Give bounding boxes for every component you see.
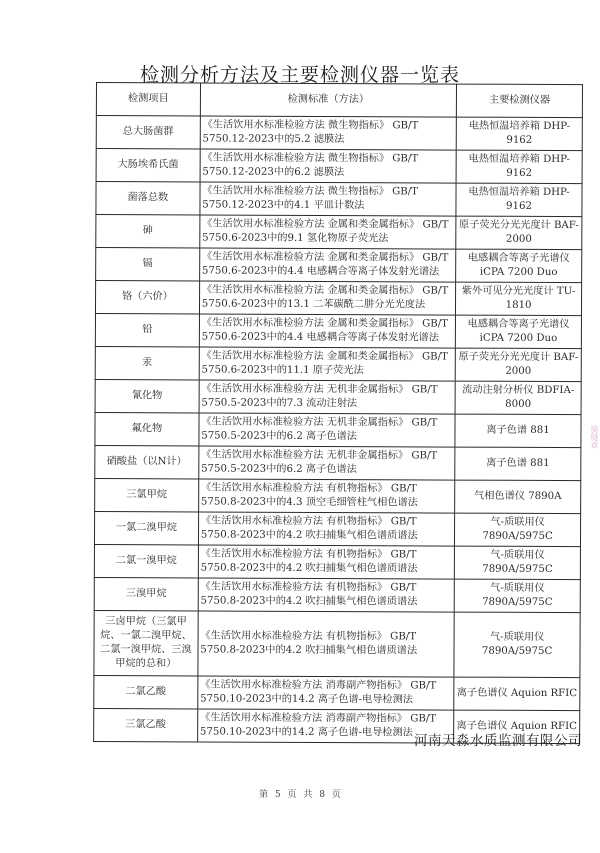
cell-item: 三氯甲烷 (95, 478, 199, 511)
table-row (95, 313, 581, 348)
seal-stamp-mark: 骑缝章 (590, 425, 599, 449)
cell-instrument: 电热恒温培养箱 DHP-9162 (456, 117, 582, 151)
cell-item: 大肠埃希氏菌 (96, 149, 200, 182)
cell-item: 三氯乙酸 (94, 708, 198, 741)
cell-standard: 《生活饮用水标准检验方法 消毒副产物指标》 GB/T 5750.10-2023中的14.2 离子色谱-电导检测法 (198, 676, 455, 710)
cell-instrument: 离子色谱 881 (455, 447, 581, 481)
cell-item: 二氯乙酸 (94, 675, 198, 708)
cell-standard: 《生活饮用水标准检验方法 无机非金属指标》 GB/T 5750.5-2023中的6.2 离子色谱法 (199, 413, 456, 447)
cell-item: 一氯二溴甲烷 (94, 511, 198, 544)
cell-item: 三溴甲烷 (94, 577, 198, 610)
cell-instrument: 流动注射分析仪 BDFIA-8000 (455, 381, 581, 415)
cell-instrument: 电感耦合等离子光谱仪 iCPA 7200 Duo (456, 249, 582, 283)
cell-item: 二氯一溴甲烷 (94, 544, 198, 577)
column-header-item: 检测项目 (96, 83, 200, 116)
column-header-standard: 检测标准（方法） (200, 83, 457, 117)
cell-item: 铅 (95, 313, 199, 346)
cell-standard: 《生活饮用水标准检验方法 有机物指标》 GB/T 5750.8-2023中的4.2 吹扫捕集气相色谱质谱法 (198, 578, 455, 612)
table-row (96, 215, 582, 250)
cell-standard: 《生活饮用水标准检验方法 有机物指标》 GB/T 5750.8-2023中的4.2 吹扫捕集气相色谱质谱法 (198, 545, 455, 579)
table-row (95, 281, 581, 316)
table-row (95, 379, 581, 414)
cell-instrument: 离子色谱 881 (455, 414, 581, 448)
table-row (95, 346, 581, 381)
cell-item: 氰化物 (95, 379, 199, 412)
cell-instrument: 离子色谱仪 Aquion RFIC (454, 677, 580, 711)
cell-instrument: 离子色谱仪 Aquion RFIC (454, 710, 580, 744)
cell-item: 汞 (95, 346, 199, 379)
cell-standard: 《生活饮用水标准检验方法 消毒副产物指标》 GB/T 5750.10-2023中的14.2 离子色谱-电导检测法 (197, 709, 454, 743)
cell-standard: 《生活饮用水标准检验方法 微生物指标》 GB/T 5750.12-2023中的6.2 滤膜法 (200, 149, 457, 183)
methods-instruments-table (93, 82, 583, 744)
cell-item: 砷 (96, 215, 200, 248)
cell-instrument: 电热恒温培养箱 DHP-9162 (456, 183, 582, 217)
cell-item: 菌落总数 (96, 182, 200, 215)
table-row (94, 544, 580, 579)
table-row (96, 149, 582, 184)
cell-standard: 《生活饮用水标准检验方法 有机物指标》 GB/T 5750.8-2023中的4.3 顶空毛细管柱气相色谱法 (198, 479, 455, 513)
table-row (94, 675, 580, 710)
table-row (94, 577, 580, 612)
cell-instrument: 气-质联用仪 7890A/5975C (454, 579, 580, 613)
table-row (96, 248, 582, 283)
cell-item: 铬（六价） (95, 281, 199, 314)
table-row (95, 445, 581, 480)
cell-item: 氟化物 (95, 412, 199, 445)
cell-item: 硝酸盐（以N计） (95, 445, 199, 478)
cell-standard: 《生活饮用水标准检验方法 金属和类金属指标》 GB/T 5750.6-2023中的11.1 原子荧光法 (199, 347, 456, 381)
cell-standard: 《生活饮用水标准检验方法 有机物指标》 GB/T 5750.8-2023中的4.2 吹扫捕集气相色谱质谱法 (198, 611, 455, 677)
table-header-row (96, 83, 582, 118)
cell-instrument: 电热恒温培养箱 DHP-9162 (456, 150, 582, 184)
cell-instrument: 紫外可见分光光度计 TU-1810 (456, 282, 582, 316)
table-row (95, 412, 581, 447)
cell-item: 三卤甲烷（三氯甲烷、一氯二溴甲烷、二氯一溴甲烷、三溴甲烷的总和） (94, 610, 198, 675)
table-row (94, 511, 580, 546)
cell-standard: 《生活饮用水标准检验方法 有机物指标》 GB/T 5750.8-2023中的4.2 吹扫捕集气相色谱质谱法 (198, 512, 455, 546)
company-name: 河南天淼水质监测有限公司 (414, 733, 582, 749)
page-title: 检测分析方法及主要检测仪器一览表 (139, 64, 460, 86)
cell-instrument: 气-质联用仪 7890A/5975C (454, 612, 580, 678)
cell-item: 总大肠菌群 (96, 116, 200, 149)
cell-standard: 《生活饮用水标准检验方法 无机非金属指标》 GB/T 5750.5-2023中的7.3 流动注射法 (199, 380, 456, 414)
cell-instrument: 原子荧光分光光度计 BAF-2000 (455, 348, 581, 382)
cell-standard: 《生活饮用水标准检验方法 金属和类金属指标》 GB/T 5750.6-2023中的13.1 二苯碳酰二肼分光光度法 (199, 281, 456, 315)
column-header-instrument: 主要检测仪器 (456, 84, 582, 118)
cell-standard: 《生活饮用水标准检验方法 金属和类金属指标》 GB/T 5750.6-2023中的9.1 氢化物原子荧光法 (200, 215, 457, 249)
table-row (95, 478, 581, 513)
cell-instrument: 气-质联用仪 7890A/5975C (455, 513, 581, 547)
page-indicator: 第 5 页 共 8 页 (259, 790, 341, 800)
cell-instrument: 气相色谱仪 7890A (455, 480, 581, 514)
cell-standard: 《生活饮用水标准检验方法 微生物指标》 GB/T 5750.12-2023中的5.2 滤膜法 (200, 116, 457, 150)
cell-item: 镉 (96, 248, 200, 281)
cell-standard: 《生活饮用水标准检验方法 金属和类金属指标》 GB/T 5750.6-2023中的4.4 电感耦合等离子体发射光谱法 (199, 314, 456, 348)
cell-instrument: 气-质联用仪 7890A/5975C (454, 546, 580, 580)
table-row (96, 182, 582, 217)
cell-standard: 《生活饮用水标准检验方法 微生物指标》 GB/T 5750.12-2023中的4.1 平皿计数法 (200, 182, 457, 216)
table-row (96, 116, 582, 151)
table-row (94, 610, 580, 677)
cell-standard: 《生活饮用水标准检验方法 无机非金属指标》 GB/T 5750.5-2023中的6.2 离子色谱法 (199, 446, 456, 480)
cell-instrument: 电感耦合等离子光谱仪 iCPA 7200 Duo (455, 315, 581, 349)
cell-instrument: 原子荧光分光光度计 BAF-2000 (456, 216, 582, 250)
cell-standard: 《生活饮用水标准检验方法 金属和类金属指标》 GB/T 5750.6-2023中的4.4 电感耦合等离子体发射光谱法 (199, 248, 456, 282)
